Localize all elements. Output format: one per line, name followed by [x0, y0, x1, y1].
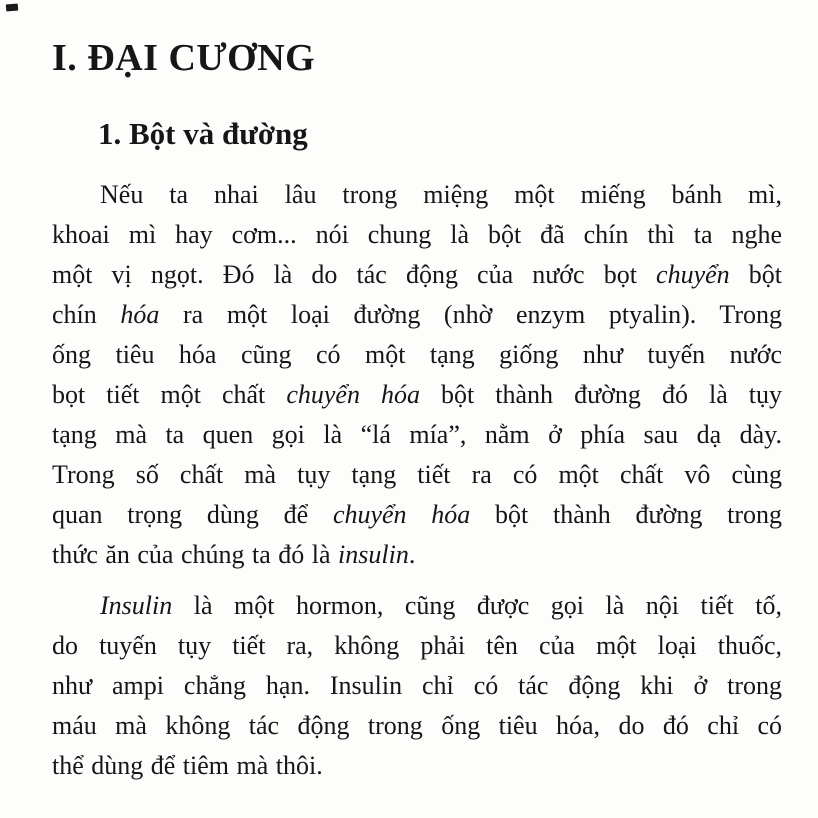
text-line: máu mà không tác động trong ống tiêu hóa, do đó chỉ có [52, 711, 782, 740]
text-line: khoai mì hay cơm... nói chung là bột đã chín thì ta nghe [52, 220, 782, 249]
text-line: quan trọng dùng để chuyển hóa bột thành đường trong [52, 500, 782, 529]
text-line: chín hóa ra một loại đường (nhờ enzym ptyalin). Trong [52, 300, 783, 329]
text-line: một vị ngọt. Đó là do tác động của nước bọt chuyển bột [52, 260, 782, 289]
text-line: tạng mà ta quen gọi là “lá mía”, nằm ở phía sau dạ dày. [52, 420, 782, 449]
section-heading: I. ĐẠI CƯƠNG [52, 37, 316, 79]
text-line: ống tiêu hóa cũng có một tạng giống như tuyến nước [52, 340, 782, 369]
subsection-heading: 1. Bột và đường [98, 116, 308, 151]
text-line: thức ăn của chúng ta đó là insulin. [52, 540, 416, 569]
body-text [52, 175, 782, 786]
paragraph [52, 586, 782, 786]
scan-artifact-mark [6, 4, 18, 12]
text-line: Insulin là một hormon, cũng được gọi là nội tiết tố, [100, 591, 782, 620]
text-line: Nếu ta nhai lâu trong miệng một miếng bánh mì, [100, 180, 782, 209]
text-line: như ampi chẳng hạn. Insulin chỉ có tác động khi ở trong [52, 671, 782, 700]
text-line: Trong số chất mà tụy tạng tiết ra có một chất vô cùng [52, 460, 782, 489]
text-line: do tuyến tụy tiết ra, không phải tên của một loại thuốc, [52, 631, 782, 660]
paragraph [52, 175, 782, 575]
text-line: bọt tiết một chất chuyển hóa bột thành đường đó là tụy [52, 380, 782, 409]
text-line: thể dùng để tiêm mà thôi. [52, 751, 323, 780]
